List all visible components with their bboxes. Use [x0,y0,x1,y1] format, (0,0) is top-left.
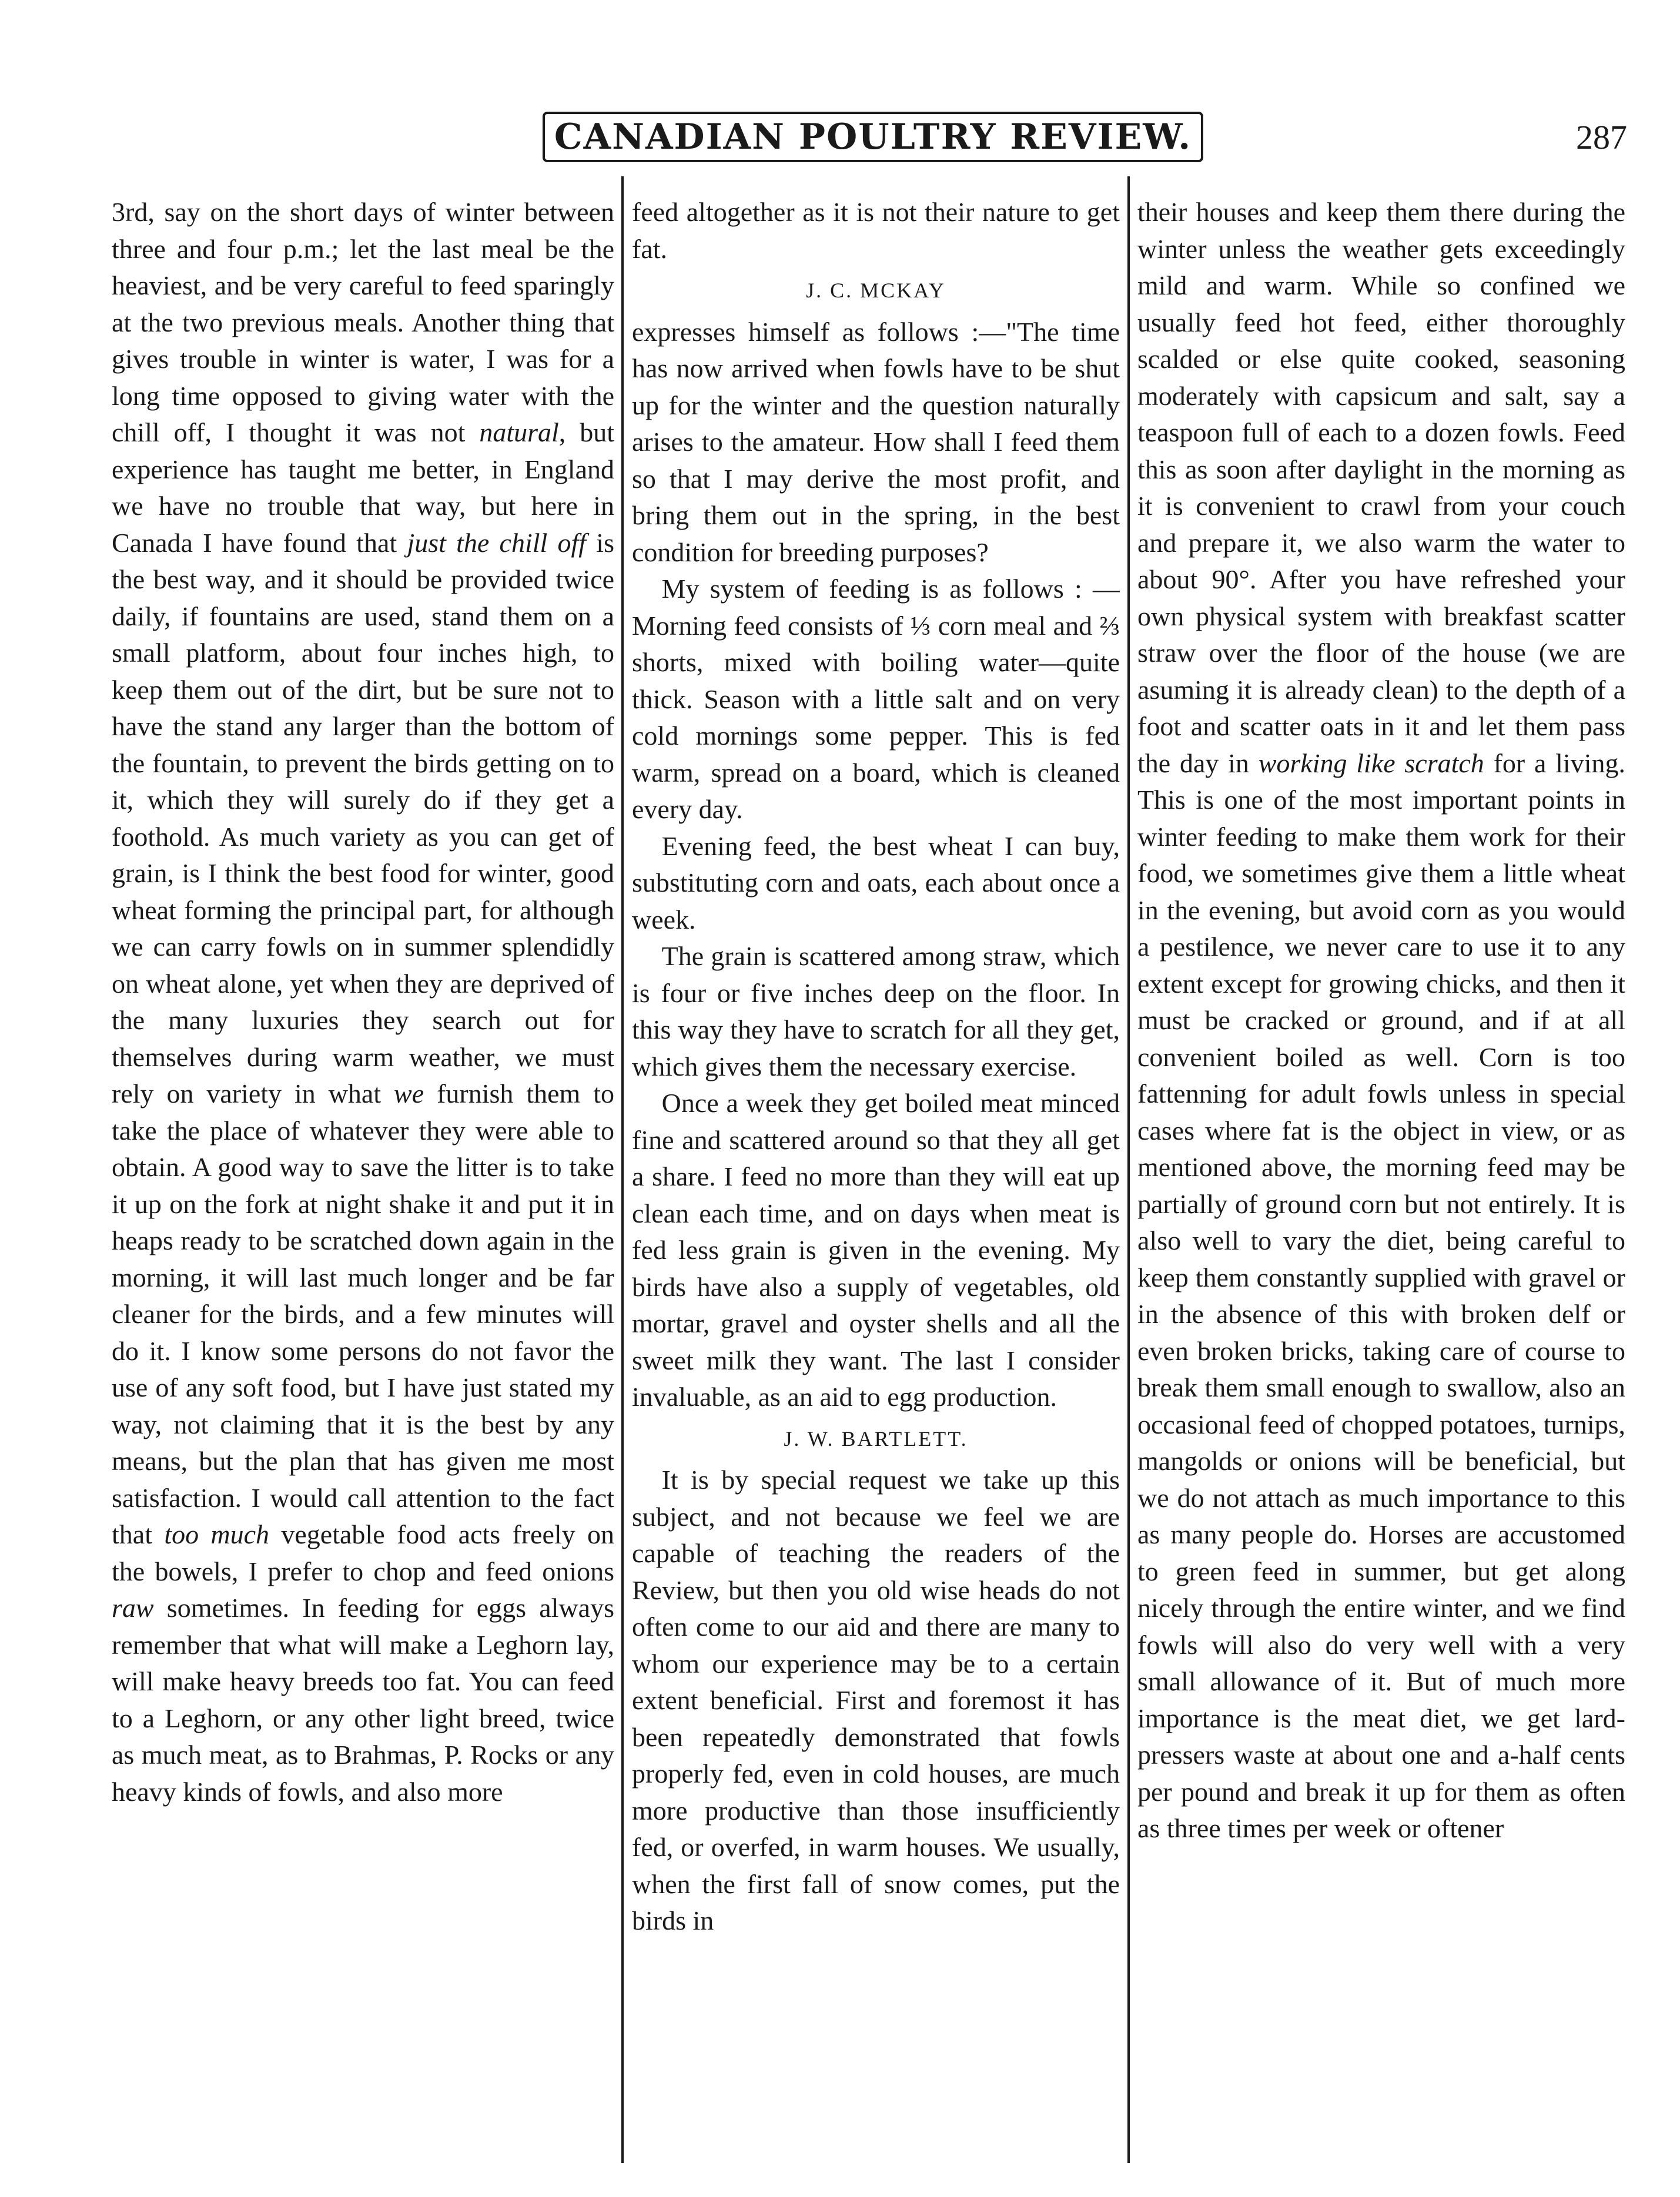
masthead-title: CANADIAN POULTRY REVIEW. [543,112,1203,162]
column-middle [632,194,1120,2145]
paragraph: It is by special request we take up this subject, and not because we feel we are capable of teaching the readers of the Review, but then you old wise heads do not often come to our aid and there are many to whom our experience may be to a certain extent beneficial. First and foremost it has been repeatedly demonstrated that fowls properly fed, even in cold houses, are much more productive than those insufficiently fed, or overfed, in warm houses. We usually, when the first fall of snow comes, put the birds in [632,1465,1120,1935]
column-rule-left [621,176,624,2163]
paragraph: feed altogether as it is not their nature to get fat. [632,197,1120,264]
column-rule-right [1127,176,1130,2163]
paragraph: Evening feed, the best wheat I can buy, substituting corn and oats, each about once a week. [632,830,1120,935]
column-right [1137,194,1625,2145]
paragraph: their houses and keep them there during the winter unless the weather gets exceedingly mild and warm. While so confined we usually feed hot feed, either thoroughly scalded or else quite cooked, seasoning moderately with capsicum and salt, say a teaspoon full of each to a dozen fowls. Feed this as soon after daylight in the morning as it is convenient to crawl from your couch and prepare it, we also warm the water to about 90°. After you have refreshed your own physical system with breakfast scatter straw over the floor of the house (we are asuming it is already clean) to the depth of a foot and scatter oats in it and let them pass the day in working like scratch for a living. This is one of the most important points in winter feeding to make them work for their food, we sometimes give them a little wheat in the evening, but avoid corn as you would a pestilence, we never care to use it to any extent except for growing chicks, and then it must be cracked or ground, and if at all convenient boiled as well. Corn is too fattenning for adult fowls unless in special cases where fat is the object in view, or as mentioned above, the morning feed may be partially of ground corn but not entirely. It is also well to vary the diet, being careful to keep them constantly supplied with gravel or in the absence of this with broken delf or even broken bricks, taking care of course to break them small enough to swallow, also an occasional feed of chopped potatoes, turnips, mangolds or onions will be beneficial, but we do not attach as much importance to this as many people do. Horses are accustomed to green feed in summer, but get along nicely through the entire winter, and we find fowls will also do very well with a very small allowance of it. But of much more importance is the meat diet, we get lard-pressers waste at about one and a-half cents per pound and break it up for them as often as three times per week or oftener [1137,197,1625,1843]
column-left [112,194,614,2145]
page-number: 287 [1576,118,1627,156]
section-heading-mckay: J. C. MCKAY [806,279,946,302]
section-heading-bartlett: J. W. BARTLETT. [784,1426,968,1451]
paragraph: Once a week they get boiled meat minced fine and scattered around so that they all get a share. I feed no more than they will eat up clean each time, and on days when meat is fed less grain is given in the evening. My birds have also a supply of vegetables, old mortar, gravel and oyster shells and all the sweet milk they want. The last I consider invaluable, as an aid to egg production. [632,1088,1120,1412]
paragraph: 3rd, say on the short days of winter between three and four p.m.; let the last meal be the heaviest, and be very careful to feed sparingly at the two previous meals. Another thing that gives trouble in winter is water, I was for a long time opposed to giving water with the chill off, I thought it was not natural, but experience has taught me better, in England we have no trouble that way, but here in Canada I have found that just the chill off is the best way, and it should be provided twice daily, if fountains are used, stand them on a small platform, about four inches high, to keep them out of the dirt, but be sure not to have the stand any larger than the bottom of the fountain, to prevent the birds getting on to it, which they will surely do if they get a foothold. As much variety as you can get of grain, is I think the best food for winter, good wheat forming the principal part, for although we can carry fowls on in summer splendidly on wheat alone, yet when they are deprived of the many luxuries they search out for themselves during warm weather, we must rely on variety in what we furnish them to take the place of whatever they were able to obtain. A good way to save the litter is to take it up on the fork at night shake it and put it in heaps ready to be scratched down again in the morning, it will last much longer and be far cleaner for the birds, and a few minutes will do it. I know some persons do not favor the use of any soft food, but I have just stated my way, not claiming that it is the best by any means, but the plan that has given me most satisfaction. I would call attention to the fact that too much vegetable food acts freely on the bowels, I prefer to chop and feed onions raw sometimes. In feeding for eggs always remember that what will make a Leghorn lay, will make heavy breeds too fat. You can feed to a Leghorn, or any other light breed, twice as much meat, as to Brahmas, P. Rocks or any heavy kinds of fowls, and also more [112,197,614,1807]
masthead [554,105,1192,169]
paragraph: expresses himself as follows :—"The time has now arrived when fowls have to be shut up for the winter and the question naturally arises to the amateur. How shall I feed them so that I may derive the most profit, and bring them out in the spring, in the best condition for breeding purposes? [632,316,1120,567]
paragraph: The grain is scattered among straw, which is four or five inches deep on the floor. In this way they have to scratch for all they get, which gives them the necessary exercise. [632,941,1120,1081]
paragraph: My system of feeding is as follows : —Morning feed consists of ⅓ corn meal and ⅔ shorts, mixed with boiling water—quite thick. Season with a little salt and on very cold mornings some pepper. This is fed warm, spread on a board, which is cleaned every day. [632,574,1120,824]
